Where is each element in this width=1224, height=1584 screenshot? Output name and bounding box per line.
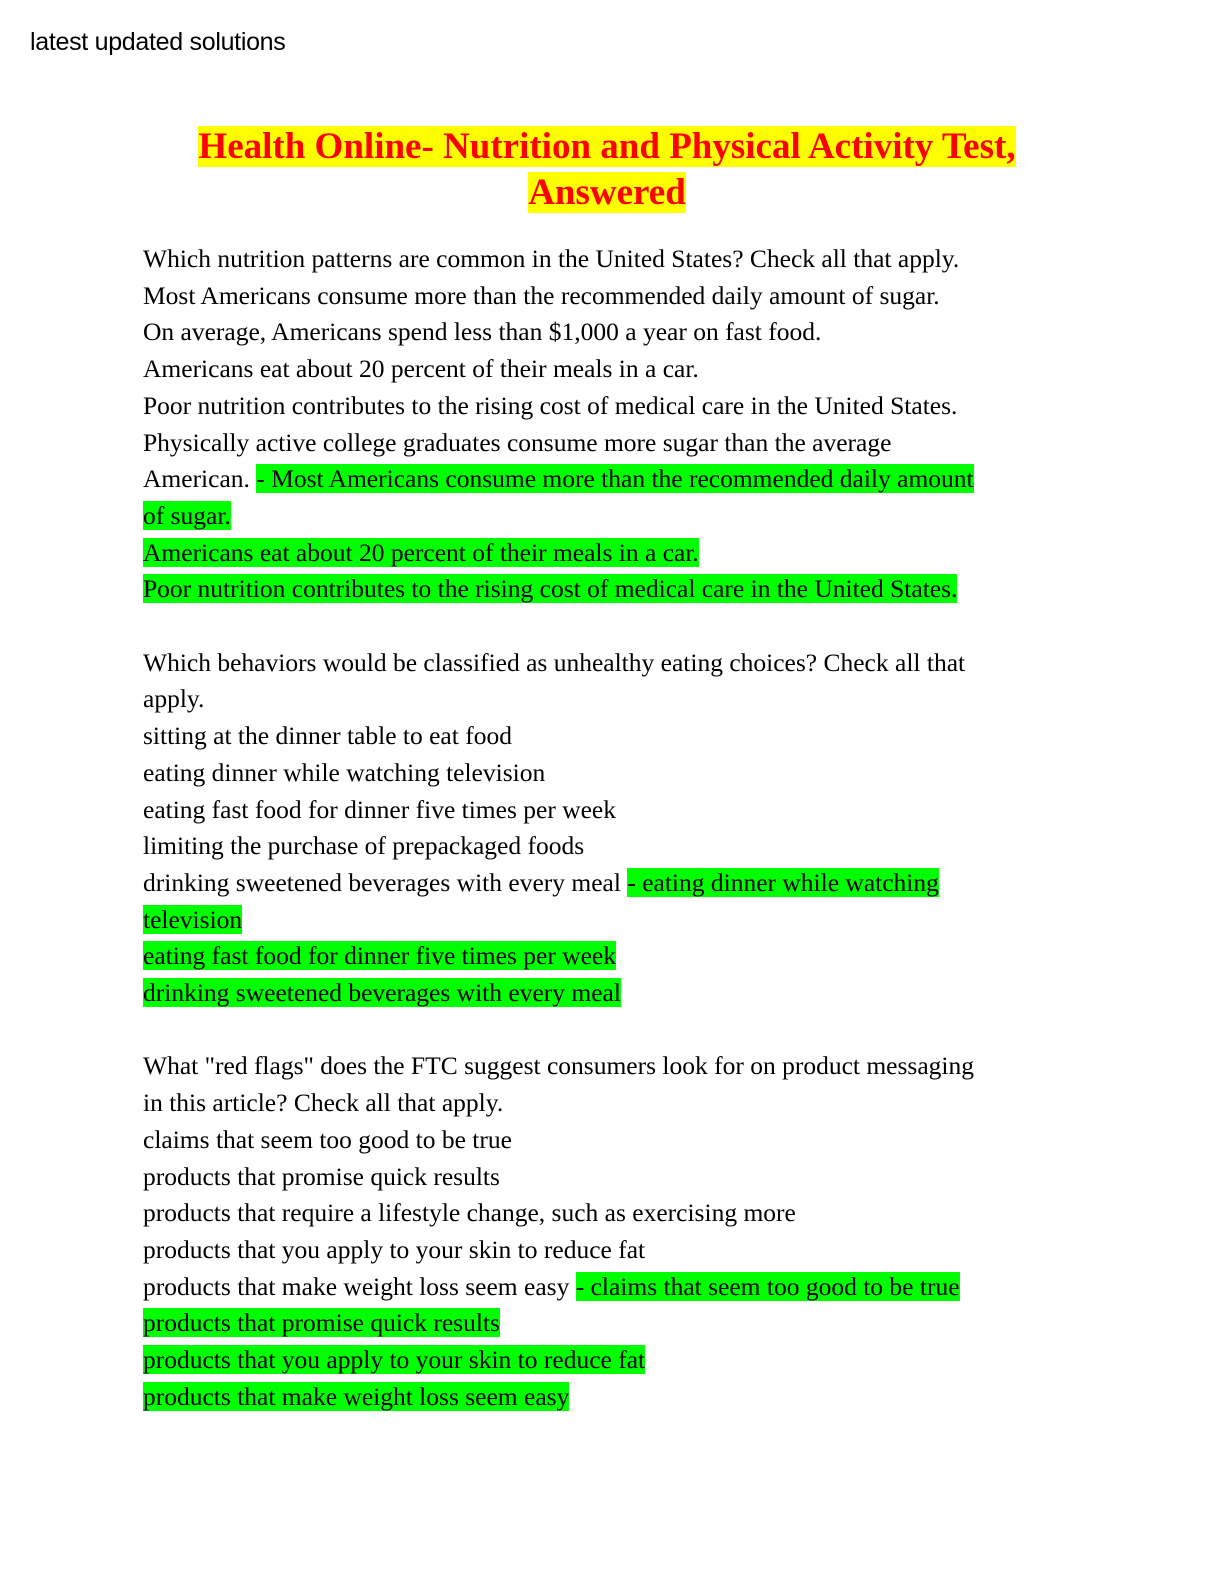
- option-answer-line: [143, 1269, 1073, 1306]
- option: Poor nutrition contributes to the rising cost of medical care in the United States.: [143, 390, 958, 420]
- option: claims that seem too good to be true: [143, 1124, 512, 1154]
- answer-highlight: products that make weight loss seem easy: [143, 1381, 570, 1411]
- answer-line: [143, 535, 1073, 572]
- option: eating fast food for dinner five times per week: [143, 794, 616, 824]
- answer-highlight: products that you apply to your skin to reduce fat: [143, 1345, 646, 1375]
- question-prompt: Which nutrition patterns are common in the United States? Check all that apply.: [143, 244, 960, 273]
- document-title: [100, 124, 1114, 216]
- answer-highlight: Americans eat about 20 percent of their meals in a car.: [143, 537, 699, 567]
- answer-line: [143, 1305, 1073, 1342]
- answer-line: [143, 975, 1073, 1012]
- option: eating dinner while watching television: [143, 757, 546, 787]
- answer-line: [143, 938, 1073, 975]
- option: products that you apply to your skin to reduce fat: [143, 1234, 646, 1264]
- answer-highlight: - eating dinner while watching: [627, 867, 939, 897]
- answer-highlight: - claims that seem too good to be true: [575, 1271, 960, 1301]
- answer-highlight: - Most Americans consume more than the recommended daily amount: [256, 464, 974, 494]
- answer-line: [143, 1342, 1073, 1379]
- option: Physically active college graduates consume more sugar than the average: [143, 427, 892, 457]
- answer-line: [143, 498, 1073, 535]
- option: sitting at the dinner table to eat food: [143, 721, 512, 751]
- option-answer-line: [143, 461, 1073, 498]
- question-prompt-cont: apply.: [143, 684, 205, 714]
- answer-highlight: drinking sweetened beverages with every meal: [143, 978, 621, 1008]
- question-prompt-cont: in this article? Check all that apply.: [143, 1088, 504, 1118]
- option-answer-line: [143, 865, 1073, 902]
- option: Americans eat about 20 percent of their meals in a car.: [143, 354, 699, 384]
- option: limiting the purchase of prepackaged foods: [143, 831, 585, 861]
- answer-line: [143, 1379, 1073, 1416]
- title-line-2: Answered: [528, 172, 686, 213]
- option: drinking sweetened beverages with every meal: [143, 867, 621, 897]
- question-3: [143, 1048, 1073, 1415]
- answer-highlight: of sugar.: [143, 500, 231, 530]
- answer-highlight: products that promise quick results: [143, 1308, 500, 1338]
- answer-highlight: television: [143, 904, 243, 934]
- option: Most Americans consume more than the recommended daily amount of sugar.: [143, 280, 940, 310]
- question-1: [143, 241, 1073, 608]
- answer-highlight: eating fast food for dinner five times per week: [143, 941, 616, 971]
- question-prompt: Which behaviors would be classified as unhealthy eating choices? Check all that: [143, 647, 966, 677]
- option-tail: American.: [143, 464, 250, 494]
- document-body: [143, 241, 1073, 1452]
- question-2: [143, 645, 1073, 1012]
- answer-highlight: Poor nutrition contributes to the rising cost of medical care in the United States.: [143, 574, 958, 604]
- header-label: latest updated solutions: [30, 28, 286, 56]
- option: products that promise quick results: [143, 1161, 500, 1191]
- answer-line: [143, 902, 1073, 939]
- question-prompt: What "red flags" does the FTC suggest consumers look for on product messaging: [143, 1051, 975, 1081]
- title-line-1: Health Online- Nutrition and Physical Activity Test,: [198, 126, 1016, 167]
- option: products that make weight loss seem easy: [143, 1271, 570, 1301]
- option: products that require a lifestyle change, such as exercising more: [143, 1198, 796, 1228]
- answer-line: [143, 571, 1073, 608]
- option: On average, Americans spend less than $1,000 a year on fast food.: [143, 317, 822, 347]
